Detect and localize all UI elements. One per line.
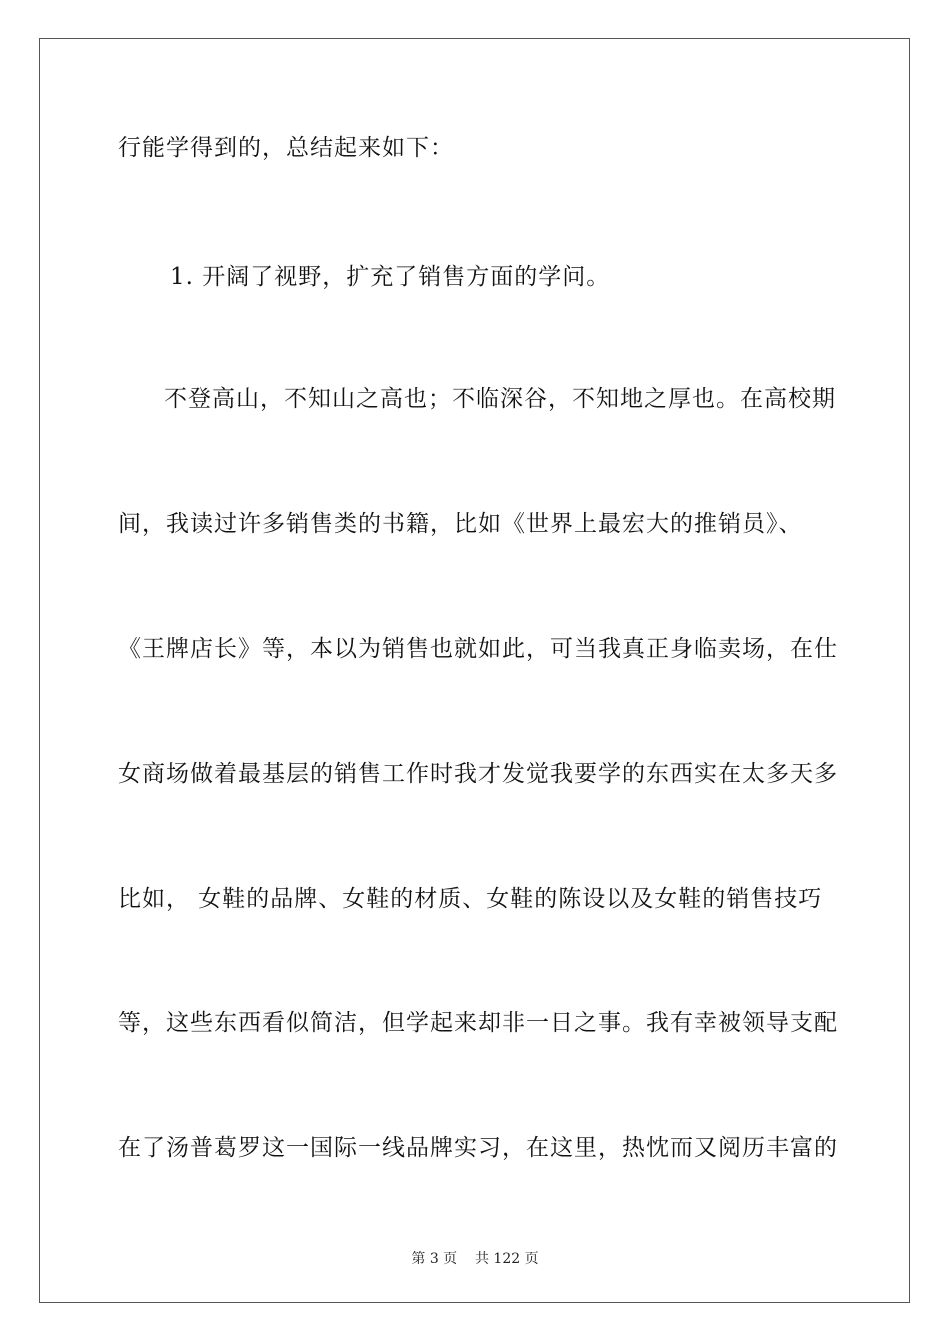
page-border	[39, 38, 910, 1303]
paragraph-line: 《王牌店长》等，本以为销售也就如此，可当我真正身临卖场，在仕	[118, 636, 838, 662]
paragraph-line: 女商场做着最基层的销售工作时我才发觉我要学的东西实在太多天多	[118, 761, 838, 787]
paragraph-line: 间，我读过许多销售类的书籍，比如《世界上最宏大的推销员》、	[118, 511, 803, 537]
paragraph-line: 在了汤普葛罗这一国际一线品牌实习，在这里，热忱而又阅历丰富的	[118, 1135, 838, 1161]
paragraph-line: 等，这些东西看似简洁，但学起来却非一日之事。我有幸被领导支配	[118, 1010, 838, 1036]
page-number-footer: 第 3 页 共 122 页	[411, 1251, 539, 1267]
paragraph-line: 行能学得到的，总结起来如下：	[118, 135, 454, 161]
numbered-heading: 1. 开阔了视野，扩充了销售方面的学问。	[170, 264, 611, 290]
paragraph-line: 比如， 女鞋的品牌、女鞋的材质、女鞋的陈设以及女鞋的销售技巧	[118, 886, 823, 912]
paragraph-line: 不登高山，不知山之高也；不临深谷，不知地之厚也。在高校期	[164, 386, 836, 412]
